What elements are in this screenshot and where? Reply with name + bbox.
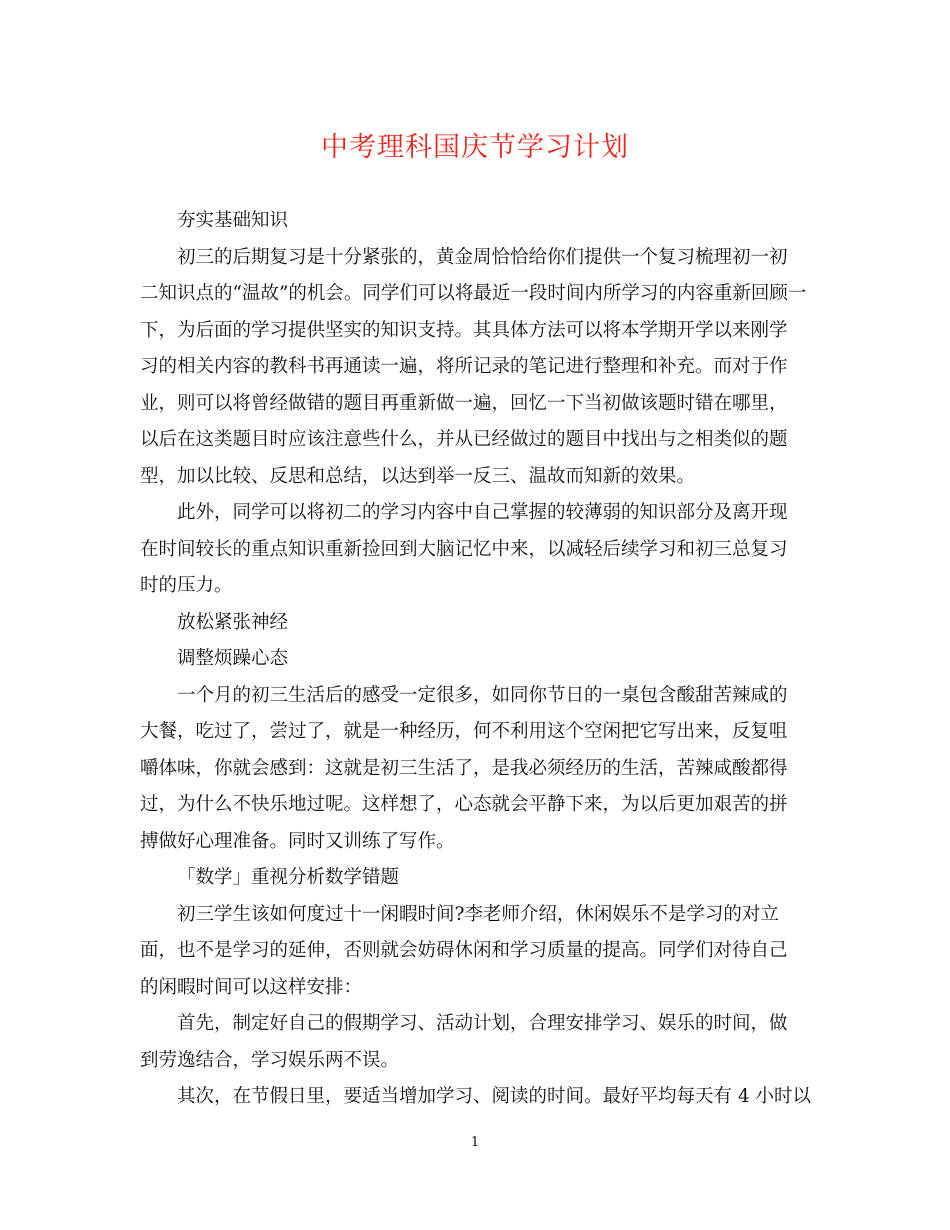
section-heading: 调整烦躁心态 <box>177 648 289 669</box>
page-number: 1 <box>470 1135 480 1150</box>
paragraph-line: 其次，在节假日里，要适当增加学习、阅读的时间。最好平均每天有 4 小时以 <box>177 1086 812 1107</box>
paragraph-line: 过，为什么不快乐地过呢。这样想了，心态就会平静下来，为以后更加艰苦的拼 <box>140 794 788 815</box>
paragraph-line: 时的压力。 <box>140 575 233 596</box>
section-heading: 「数学」重视分析数学错题 <box>177 867 400 888</box>
paragraph-line: 大餐，吃过了，尝过了，就是一种经历，何不利用这个空闲把它写出来，反复咀 <box>140 721 788 742</box>
paragraph-line: 下，为后面的学习提供坚实的知识支持。其具体方法可以将本学期开学以来刚学 <box>140 319 788 341</box>
paragraph-line: 嚼体味，你就会感到：这就是初三生活了，是我必须经历的生活，苦辣咸酸都得 <box>140 757 788 779</box>
paragraph-line: 初三的后期复习是十分紧张的，黄金周恰恰给你们提供一个复习梳理初一初 <box>177 246 788 268</box>
paragraph-line: 面，也不是学习的延伸，否则就会妨碍休闲和学习质量的提高。同学们对待自己 <box>140 940 788 961</box>
paragraph-line: 首先，制定好自己的假期学习、活动计划，合理安排学习、娱乐的时间，做 <box>177 1013 788 1034</box>
paragraph-line: 在时间较长的重点知识重新捡回到大脑记忆中来，以减轻后续学习和初三总复习 <box>140 538 788 560</box>
paragraph-line: 搏做好心理准备。同时又训练了写作。 <box>140 830 455 852</box>
paragraph-line: 以后在这类题目时应该注意些什么，并从已经做过的题目中找出与之相类似的题 <box>140 429 788 450</box>
paragraph-line: 习的相关内容的教科书再通读一遍，将所记录的笔记进行整理和补充。而对于作 <box>140 356 788 377</box>
document-body <box>140 203 810 1116</box>
section-heading: 夯实基础知识 <box>177 210 289 231</box>
section-heading: 放松紧张神经 <box>177 611 289 633</box>
document-title: 中考理科国庆节学习计划 <box>321 132 629 163</box>
paragraph-line: 此外，同学可以将初二的学习内容中自己掌握的较薄弱的知识部分及离开现 <box>177 502 788 523</box>
paragraph-line: 二知识点的“温故”的机会。同学们可以将最近一段时间内所学习的内容重新回顾一 <box>140 283 807 304</box>
paragraph-line: 初三学生该如何度过十一闲暇时间?李老师介绍，休闲娱乐不是学习的对立 <box>177 903 779 925</box>
paragraph-line: 一个月的初三生活后的感受一定很多，如同你节日的一桌包含酸甜苦辣咸的 <box>177 684 788 706</box>
paragraph-line: 到劳逸结合，学习娱乐两不误。 <box>140 1049 400 1071</box>
paragraph-line: 型，加以比较、反思和总结，以达到举一反三、温故而知新的效果。 <box>140 465 696 487</box>
paragraph-line: 的闲暇时间可以这样安排： <box>140 976 363 998</box>
paragraph-line: 业，则可以将曾经做错的题目再重新做一遍，回忆一下当初做该题时错在哪里， <box>140 392 788 414</box>
